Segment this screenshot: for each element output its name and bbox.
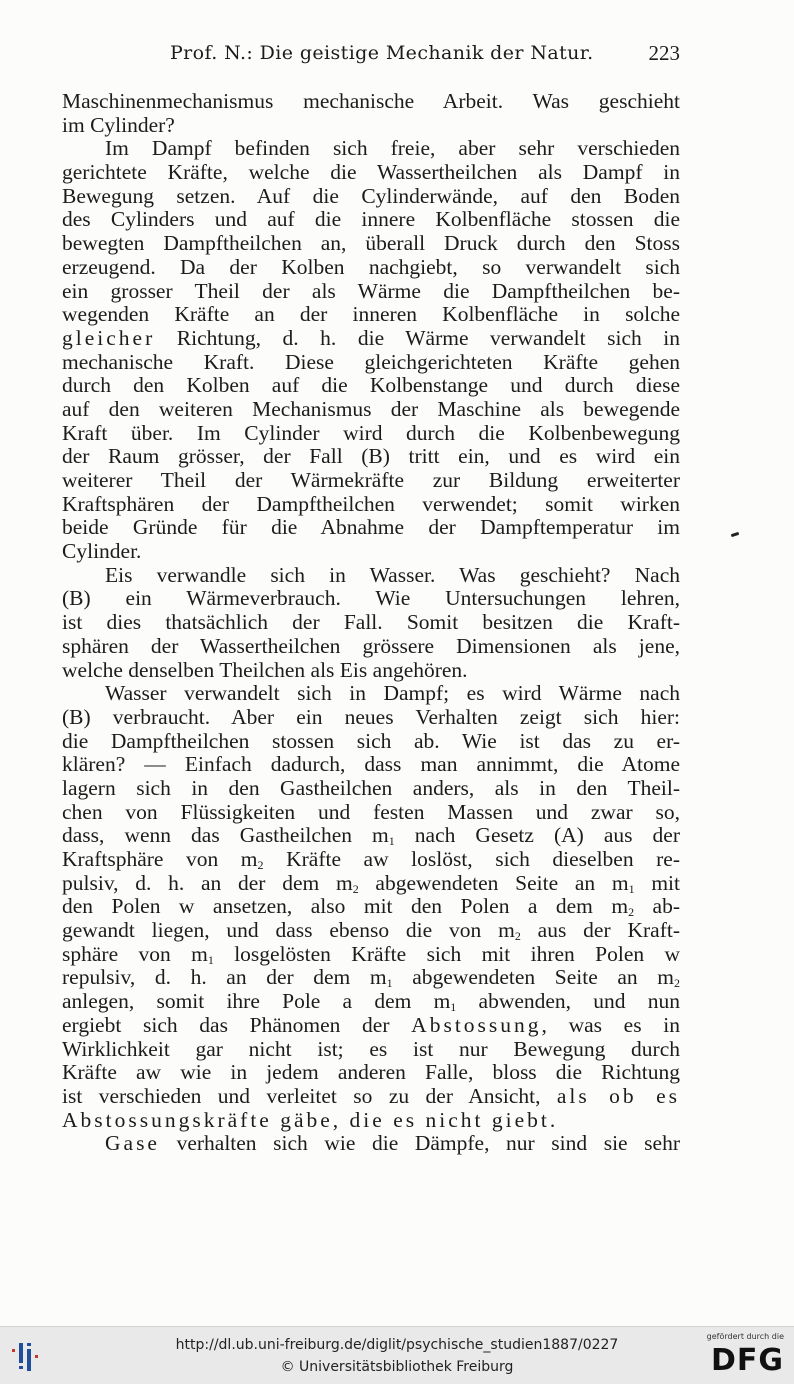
text-line: gerichtete Kräfte, welche die Wassertheilchen als Dampf in bbox=[62, 160, 680, 185]
text-line: ein grosser Theil der als Wärme die Dampftheilchen be- bbox=[62, 278, 680, 303]
running-head-title: Prof. N.: Die geistige Mechanik der Natur. bbox=[170, 42, 594, 64]
text-line: sphäre von $m_1$ losgelösten Kräfte sich mit ihren Polen w bbox=[62, 941, 681, 967]
text-line: die Dampftheilchen stossen sich ab. Wie ist das zu er- bbox=[62, 728, 680, 753]
text-line: gewandt liegen, und dass ebenso die von $m_2$ aus der Kraft- bbox=[62, 918, 680, 944]
text-line: (B) ein Wärmeverbrauch. Wie Untersuchungen lehren, bbox=[62, 586, 680, 611]
text-line: chen von Flüssigkeiten und festen Massen und zwar so, bbox=[62, 799, 680, 824]
dfg-wordmark: DFG bbox=[710, 1343, 784, 1378]
text-line: den Polen w ansetzen, also mit den Polen a dem $m_2$ ab- bbox=[62, 894, 681, 920]
footer-copyright: © Universitätsbibliothek Freiburg bbox=[280, 1359, 514, 1375]
text-line: sphären der Wassertheilchen grössere Dimensionen als jene, bbox=[62, 633, 680, 658]
text-line: ist verschieden und verleitet so zu der Ansicht, als ob es bbox=[62, 1083, 680, 1108]
text-line: bewegten Dampftheilchen an, überall Druck durch den Stoss bbox=[62, 231, 680, 256]
text-line: mechanische Kraft. Diese gleichgerichteten Kräfte gehen bbox=[62, 349, 680, 374]
text-line: Maschinenmechanismus mechanische Arbeit. Was geschieht bbox=[62, 89, 680, 113]
text-line: Bewegung setzen. Auf die Cylinderwände, auf den Boden bbox=[62, 183, 680, 208]
text-line: klären? — Einfach dadurch, dass man annimmt, die Atome bbox=[62, 752, 680, 777]
text-line: wegenden Kräfte an der inneren Kolbenfläche in solche bbox=[62, 302, 680, 327]
text-line: durch den Kolben auf die Kolbenstange und durch diese bbox=[62, 373, 680, 398]
dfg-funding-note: gefördert durch die bbox=[706, 1332, 784, 1341]
body-text bbox=[62, 90, 680, 1156]
text-line: (B) verbraucht. Aber ein neues Verhalten zeigt sich hier: bbox=[62, 704, 680, 729]
text-line: pulsiv, d. h. an der dem $m_2$ abgewendeten Seite an $m_1$ mit bbox=[62, 870, 680, 896]
page-number: 223 bbox=[648, 41, 680, 65]
text-line: Kraftsphäre von $m_2$ Kräfte aw loslöst, sich dieselben re- bbox=[62, 847, 680, 872]
text-line: beide Gründe für die Abnahme der Dampftemperatur im bbox=[62, 515, 680, 540]
text-line: ergiebt sich das Phänomen der Abstossung, was es in bbox=[62, 1012, 680, 1037]
text-line: der Raum grösser, der Fall (B) tritt ein, und es wird ein bbox=[62, 444, 680, 469]
text-line: Eis verwandle sich in Wasser. Was geschieht? Nach bbox=[105, 562, 680, 587]
text-line: im Cylinder? bbox=[62, 112, 175, 137]
text-line: welche denselben Theilchen als Eis angehören. bbox=[62, 657, 468, 682]
text-line: weiterer Theil der Wärmekräfte zur Bildung erweiterter bbox=[62, 468, 680, 492]
text-line: Abstossungskräfte gäbe, die es nicht giebt. bbox=[62, 1107, 559, 1132]
text-line: Gase verhalten sich wie die Dämpfe, nur sind sie sehr bbox=[105, 1131, 680, 1156]
margin-mark bbox=[731, 532, 740, 537]
text-line: ist dies thatsächlich der Fall. Somit besitzen die Kraft- bbox=[62, 610, 680, 635]
footer-bar bbox=[0, 1326, 794, 1384]
text-line: anlegen, somit ihre Pole a dem $m_1$ abwenden, und nun bbox=[62, 989, 680, 1015]
text-line: erzeugend. Da der Kolben nachgiebt, so verwandelt sich bbox=[62, 254, 680, 279]
text-line: Wasser verwandelt sich in Dampf; es wird Wärme nach bbox=[105, 681, 680, 706]
text-line: Kräfte aw wie in jedem anderen Falle, bloss die Richtung bbox=[62, 1060, 680, 1085]
text-line: auf den weiteren Mechanismus der Maschine als bewegende bbox=[62, 396, 680, 421]
text-line: Im Dampf befinden sich freie, aber sehr verschieden bbox=[105, 136, 680, 161]
text-line: Wirklichkeit gar nicht ist; es ist nur Bewegung durch bbox=[62, 1036, 680, 1061]
text-line: Kraftsphären der Dampftheilchen verwendet; somit wirken bbox=[62, 491, 680, 516]
text-line: Kraft über. Im Cylinder wird durch die Kolbenbewegung bbox=[62, 420, 680, 445]
footer-url-link[interactable]: http://dl.ub.uni-freiburg.de/diglit/psychische_studien1887/0227 bbox=[175, 1337, 619, 1353]
dfg-logo bbox=[702, 1332, 784, 1380]
text-line: Cylinder. bbox=[62, 539, 142, 564]
text-line: lagern sich in den Gastheilchen anders, als in den Theil- bbox=[62, 775, 680, 800]
text-line: des Cylinders und auf die innere Kolbenfläche stossen die bbox=[62, 207, 680, 232]
text-line: repulsiv, d. h. an der dem $m_1$ abgewendeten Seite an $m_2$ bbox=[62, 965, 680, 991]
text-line: gleicher Richtung, d. h. die Wärme verwandelt sich in bbox=[62, 325, 680, 350]
running-head bbox=[60, 42, 680, 72]
text-line: dass, wenn das Gastheilchen $m_1$ nach Gesetz (A) aus der bbox=[62, 823, 680, 849]
